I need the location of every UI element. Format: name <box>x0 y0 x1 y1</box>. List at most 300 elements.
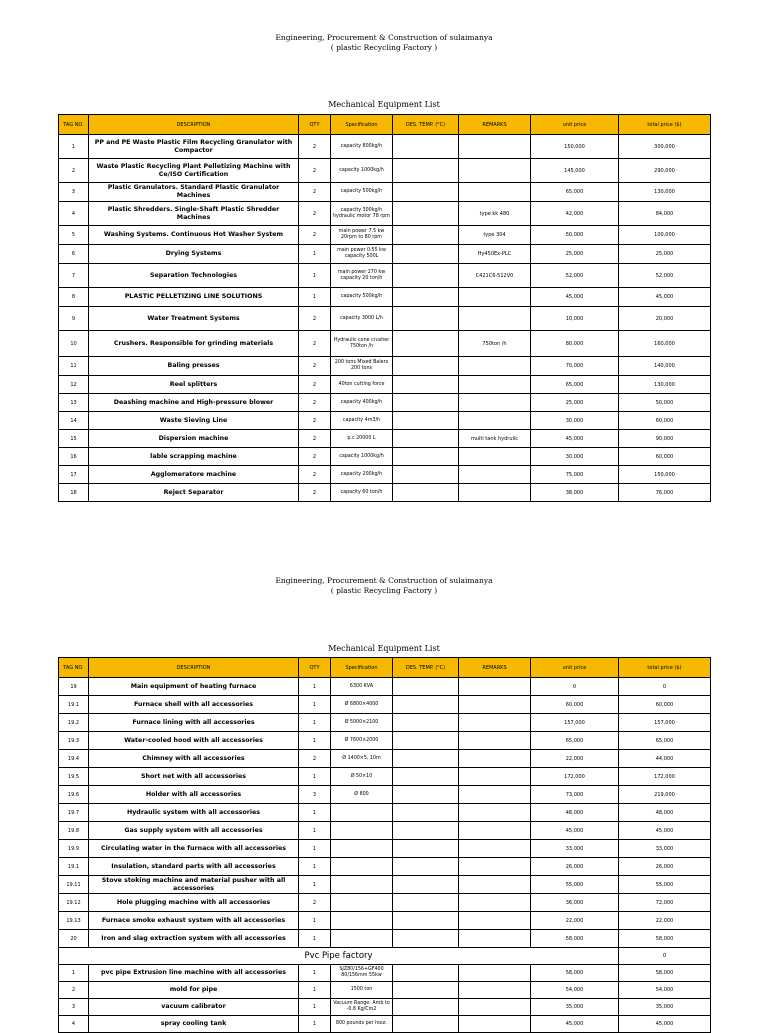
total-price-cell: 45,000 <box>619 822 711 840</box>
temp-cell <box>393 840 459 858</box>
remarks-cell <box>459 876 531 894</box>
specification-cell: capacity 4m3/h <box>331 412 393 430</box>
qty-cell: 1 <box>299 768 331 786</box>
description-cell: Reel splitters <box>89 376 299 394</box>
qty-cell: 1 <box>299 245 331 264</box>
total-price-cell: 50,000 <box>619 394 711 412</box>
description-cell: Short net with all accessories <box>89 768 299 786</box>
tag-cell: 2 <box>59 982 89 999</box>
specification-cell: main power 7.5 kw 20rpm to 80 rpm <box>331 226 393 245</box>
total-price-cell: 45,000 <box>619 1016 711 1033</box>
unit-price-cell: 145,000 <box>531 159 619 183</box>
temp-cell <box>393 750 459 768</box>
description-cell: Plastic Shredders. Single-Shaft Plastic Shredder Machines <box>89 202 299 226</box>
temp-cell <box>393 696 459 714</box>
qty-cell: 1 <box>299 696 331 714</box>
remarks-cell: Hy450Ex-PLC <box>459 245 531 264</box>
table-header-row <box>59 115 711 135</box>
specification-cell: p.c 20000 L <box>331 430 393 448</box>
remarks-cell <box>459 930 531 948</box>
unit-price-cell: 25,000 <box>531 394 619 412</box>
table-row <box>59 894 711 912</box>
temp-cell <box>393 288 459 307</box>
temp-cell <box>393 732 459 750</box>
doc-header-2 <box>0 576 768 596</box>
table-row <box>59 159 711 183</box>
table-row <box>59 202 711 226</box>
column-header: DESCRIPTION <box>89 658 299 678</box>
temp-cell <box>393 226 459 245</box>
remarks-cell <box>459 732 531 750</box>
temp-cell <box>393 786 459 804</box>
description-cell: Reject Separator <box>89 484 299 502</box>
total-price-cell: 55,000 <box>619 876 711 894</box>
unit-price-cell: 45,000 <box>531 430 619 448</box>
tag-cell: 19.1 <box>59 858 89 876</box>
table-row <box>59 183 711 202</box>
tag-cell: 19.12 <box>59 894 89 912</box>
temp-cell <box>393 484 459 502</box>
specification-cell: 200 tons Mixed Balers 200 tons <box>331 357 393 376</box>
total-price-cell: 33,000 <box>619 840 711 858</box>
unit-price-cell: 80,000 <box>531 331 619 357</box>
table-row <box>59 1016 711 1033</box>
tag-cell: 16 <box>59 448 89 466</box>
remarks-cell: type kk 480 <box>459 202 531 226</box>
remarks-cell <box>459 965 531 982</box>
remarks-cell <box>459 448 531 466</box>
tag-cell: 19.7 <box>59 804 89 822</box>
remarks-cell <box>459 858 531 876</box>
equipment-table-1 <box>58 114 711 502</box>
table-row <box>59 226 711 245</box>
table-row <box>59 376 711 394</box>
table-header-row <box>59 658 711 678</box>
column-header: Specification <box>331 658 393 678</box>
qty-cell: 1 <box>299 288 331 307</box>
qty-cell: 1 <box>299 822 331 840</box>
tag-cell: 19 <box>59 678 89 696</box>
qty-cell: 1 <box>299 982 331 999</box>
temp-cell <box>393 202 459 226</box>
qty-cell: 1 <box>299 876 331 894</box>
qty-cell: 2 <box>299 202 331 226</box>
remarks-cell <box>459 912 531 930</box>
unit-price-cell: 45,000 <box>531 822 619 840</box>
tag-cell: 20 <box>59 930 89 948</box>
total-price-cell: 20,000 <box>619 307 711 331</box>
unit-price-cell: 75,000 <box>531 466 619 484</box>
description-cell: Dispersion machine <box>89 430 299 448</box>
temp-cell <box>393 331 459 357</box>
qty-cell: 2 <box>299 750 331 768</box>
qty-cell: 2 <box>299 430 331 448</box>
table-row <box>59 965 711 982</box>
qty-cell: 3 <box>299 786 331 804</box>
description-cell: Chimney with all accessories <box>89 750 299 768</box>
description-cell: Furnace lining with all accessories <box>89 714 299 732</box>
remarks-cell <box>459 750 531 768</box>
description-cell: Waste Plastic Recycling Plant Pelletizing Machine with Ce/ISO Certification <box>89 159 299 183</box>
unit-price-cell: 58,000 <box>531 965 619 982</box>
unit-price-cell: 150,000 <box>531 135 619 159</box>
tag-cell: 11 <box>59 357 89 376</box>
table-row <box>59 714 711 732</box>
specification-cell: Vacuum Range: Amb to -0.8 Kg/Cm2 <box>331 999 393 1016</box>
unit-price-cell: 30,000 <box>531 412 619 430</box>
column-header: unit price <box>531 115 619 135</box>
total-price-cell: 60,000 <box>619 696 711 714</box>
temp-cell <box>393 466 459 484</box>
table-row <box>59 331 711 357</box>
specification-cell: Ø 800 <box>331 786 393 804</box>
unit-price-cell: 10,000 <box>531 307 619 331</box>
temp-cell <box>393 982 459 999</box>
total-price-cell: 140,000 <box>619 357 711 376</box>
description-cell: PP and PE Waste Plastic Film Recycling Granulator with Compactor <box>89 135 299 159</box>
remarks-cell <box>459 894 531 912</box>
remarks-cell <box>459 466 531 484</box>
qty-cell: 2 <box>299 159 331 183</box>
temp-cell <box>393 357 459 376</box>
tag-cell: 10 <box>59 331 89 357</box>
tag-cell: 7 <box>59 264 89 288</box>
total-price-cell: 172,000 <box>619 768 711 786</box>
table-row <box>59 768 711 786</box>
tag-cell: 5 <box>59 226 89 245</box>
qty-cell: 1 <box>299 804 331 822</box>
qty-cell: 2 <box>299 357 331 376</box>
total-price-cell: 60,000 <box>619 412 711 430</box>
description-cell: Water-cooled hood with all accessories <box>89 732 299 750</box>
total-price-cell: 72,000 <box>619 894 711 912</box>
column-header: DESCRIPTION <box>89 115 299 135</box>
description-cell: Stove stoking machine and material pusher with all accessories <box>89 876 299 894</box>
tag-cell: 12 <box>59 376 89 394</box>
table-row <box>59 999 711 1016</box>
description-cell: Circulating water in the furnace with all accessories <box>89 840 299 858</box>
tag-cell: 19.13 <box>59 912 89 930</box>
description-cell: Gas supply system with all accessories <box>89 822 299 840</box>
qty-cell: 1 <box>299 1016 331 1033</box>
table-row <box>59 696 711 714</box>
qty-cell: 1 <box>299 999 331 1016</box>
total-price-cell: 130,000 <box>619 376 711 394</box>
specification-cell: main power 270 kw capacity 20 ton/h <box>331 264 393 288</box>
table-row <box>59 858 711 876</box>
unit-price-cell: 30,000 <box>531 448 619 466</box>
qty-cell: 2 <box>299 331 331 357</box>
unit-price-cell: 26,000 <box>531 858 619 876</box>
description-cell: Plastic Granulators. Standard Plastic Granulator Machines <box>89 183 299 202</box>
list-title: Mechanical Equipment List <box>328 644 440 653</box>
unit-price-cell: 70,000 <box>531 357 619 376</box>
tag-cell: 15 <box>59 430 89 448</box>
remarks-cell <box>459 768 531 786</box>
qty-cell: 1 <box>299 264 331 288</box>
specification-cell: main power 0.55 kw capacity 500L <box>331 245 393 264</box>
temp-cell <box>393 894 459 912</box>
remarks-cell: C421C6-512V0 <box>459 264 531 288</box>
table-row <box>59 245 711 264</box>
remarks-cell <box>459 1016 531 1033</box>
table-row <box>59 288 711 307</box>
qty-cell: 1 <box>299 678 331 696</box>
total-price-cell: 22,000 <box>619 912 711 930</box>
total-price-cell: 219,000 <box>619 786 711 804</box>
tag-cell: 17 <box>59 466 89 484</box>
tag-cell: 3 <box>59 183 89 202</box>
tag-cell: 19.5 <box>59 768 89 786</box>
specification-cell: Ø 5000×2100 <box>331 714 393 732</box>
column-header: unit price <box>531 658 619 678</box>
tag-cell: 8 <box>59 288 89 307</box>
total-price-cell: 290,000 <box>619 159 711 183</box>
column-header: total price ($) <box>619 115 711 135</box>
temp-cell <box>393 804 459 822</box>
remarks-cell <box>459 696 531 714</box>
description-cell: Hole plugging machine with all accessories <box>89 894 299 912</box>
specification-cell <box>331 822 393 840</box>
unit-price-cell: 50,000 <box>531 226 619 245</box>
remarks-cell <box>459 822 531 840</box>
total-price-cell: 45,000 <box>619 288 711 307</box>
qty-cell: 2 <box>299 448 331 466</box>
qty-cell: 2 <box>299 226 331 245</box>
table-row <box>59 466 711 484</box>
qty-cell: 1 <box>299 858 331 876</box>
column-header: QTY <box>299 115 331 135</box>
unit-price-cell: 73,000 <box>531 786 619 804</box>
qty-cell: 1 <box>299 732 331 750</box>
unit-price-cell: 42,000 <box>531 202 619 226</box>
total-price-cell: 84,000 <box>619 202 711 226</box>
equipment-table-2 <box>58 657 711 1033</box>
temp-cell <box>393 183 459 202</box>
total-price-cell: 160,000 <box>619 331 711 357</box>
unit-price-cell: 60,000 <box>531 696 619 714</box>
project-title: Engineering, Procurement & Construction of sulaimanya <box>275 33 493 42</box>
temp-cell <box>393 912 459 930</box>
description-cell: Drying Systems <box>89 245 299 264</box>
temp-cell <box>393 412 459 430</box>
table-row <box>59 484 711 502</box>
unit-price-cell: 48,000 <box>531 804 619 822</box>
description-cell: Main equipment of heating furnace <box>89 678 299 696</box>
qty-cell: 2 <box>299 307 331 331</box>
qty-cell: 2 <box>299 894 331 912</box>
specification-cell: 800 pounds per hour. <box>331 1016 393 1033</box>
temp-cell <box>393 714 459 732</box>
table-row <box>59 804 711 822</box>
tag-cell: 4 <box>59 202 89 226</box>
qty-cell: 1 <box>299 930 331 948</box>
total-price-cell: 58,000 <box>619 965 711 982</box>
specification-cell: capacity 500kg/h <box>331 183 393 202</box>
column-header: REMARKS <box>459 115 531 135</box>
description-cell: Insulation, standard parts with all accessories <box>89 858 299 876</box>
total-price-cell: 0 <box>619 678 711 696</box>
temp-cell <box>393 264 459 288</box>
remarks-cell <box>459 840 531 858</box>
qty-cell: 2 <box>299 412 331 430</box>
specification-cell <box>331 876 393 894</box>
temp-cell <box>393 1016 459 1033</box>
description-cell: Hydraulic system with all accessories <box>89 804 299 822</box>
remarks-cell <box>459 804 531 822</box>
temp-cell <box>393 394 459 412</box>
remarks-cell: multi tank hydrulic <box>459 430 531 448</box>
unit-price-cell: 22,000 <box>531 750 619 768</box>
table-row <box>59 750 711 768</box>
total-price-cell: 25,000 <box>619 245 711 264</box>
total-price-cell: 44,000 <box>619 750 711 768</box>
table-row <box>59 307 711 331</box>
unit-price-cell: 172,000 <box>531 768 619 786</box>
project-subtitle: ( plastic Recycling Factory ) <box>330 586 438 595</box>
tag-cell: 3 <box>59 999 89 1016</box>
unit-price-cell: 58,000 <box>531 930 619 948</box>
table-row <box>59 786 711 804</box>
description-cell: Waste Sieving Line <box>89 412 299 430</box>
description-cell: Agglomeratore machine <box>89 466 299 484</box>
table-row <box>59 412 711 430</box>
remarks-cell <box>459 484 531 502</box>
unit-price-cell: 55,000 <box>531 876 619 894</box>
tag-cell: 19.2 <box>59 714 89 732</box>
specification-cell: capacity 800kg/h <box>331 135 393 159</box>
total-price-cell: 54,000 <box>619 982 711 999</box>
description-cell: Crushers. Responsible for grinding materials <box>89 331 299 357</box>
tag-cell: 19.11 <box>59 876 89 894</box>
temp-cell <box>393 307 459 331</box>
column-header: DES. TEMP. (°C) <box>393 658 459 678</box>
total-price-cell: 76,000 <box>619 484 711 502</box>
description-cell: lable scrapping machine <box>89 448 299 466</box>
tag-cell: 13 <box>59 394 89 412</box>
description-cell: vacuum calibrator <box>89 999 299 1016</box>
unit-price-cell: 22,000 <box>531 912 619 930</box>
table-row <box>59 448 711 466</box>
project-subtitle: ( plastic Recycling Factory ) <box>330 43 438 52</box>
remarks-cell <box>459 412 531 430</box>
total-price-cell: 130,000 <box>619 183 711 202</box>
qty-cell: 2 <box>299 394 331 412</box>
table-row <box>59 732 711 750</box>
tag-cell: 19.8 <box>59 822 89 840</box>
total-price-cell: 157,000 <box>619 714 711 732</box>
remarks-cell <box>459 999 531 1016</box>
specification-cell: capacity 500kg/h <box>331 288 393 307</box>
remarks-cell <box>459 159 531 183</box>
temp-cell <box>393 678 459 696</box>
remarks-cell <box>459 357 531 376</box>
description-cell: Separation Technologies <box>89 264 299 288</box>
specification-cell: Ø 1400×5, 10m <box>331 750 393 768</box>
specification-cell: Ø 50×10 <box>331 768 393 786</box>
qty-cell: 2 <box>299 376 331 394</box>
temp-cell <box>393 245 459 264</box>
temp-cell <box>393 876 459 894</box>
remarks-cell <box>459 786 531 804</box>
temp-cell <box>393 448 459 466</box>
specification-cell: capacity 3000 L/h <box>331 307 393 331</box>
temp-cell <box>393 430 459 448</box>
doc-header-1 <box>0 33 768 53</box>
tag-cell: 19.6 <box>59 786 89 804</box>
temp-cell <box>393 930 459 948</box>
description-cell: Deashing machine and High-pressure blower <box>89 394 299 412</box>
section-total-cell: 0 <box>619 948 711 965</box>
tag-cell: 4 <box>59 1016 89 1033</box>
unit-price-cell: 65,000 <box>531 183 619 202</box>
unit-price-cell: 0 <box>531 678 619 696</box>
temp-cell <box>393 999 459 1016</box>
description-cell: Water Treatment Systems <box>89 307 299 331</box>
description-cell: pvc pipe Extrusion line machine with all accessories <box>89 965 299 982</box>
specification-cell <box>331 858 393 876</box>
column-header: Specification <box>331 115 393 135</box>
tag-cell: 19.1 <box>59 696 89 714</box>
description-cell: Iron and slag extraction system with all accessories <box>89 930 299 948</box>
specification-cell <box>331 804 393 822</box>
description-cell: Baling presses <box>89 357 299 376</box>
specification-cell: capacity 1000kg/h <box>331 159 393 183</box>
unit-price-cell: 45,000 <box>531 288 619 307</box>
qty-cell: 1 <box>299 714 331 732</box>
table-row <box>59 394 711 412</box>
unit-price-cell: 36,000 <box>531 894 619 912</box>
description-cell: PLASTIC PELLETIZING LINE SOLUTIONS <box>89 288 299 307</box>
specification-cell <box>331 930 393 948</box>
qty-cell: 2 <box>299 135 331 159</box>
specification-cell: 1500 ton <box>331 982 393 999</box>
qty-cell: 2 <box>299 466 331 484</box>
total-price-cell: 300,000 <box>619 135 711 159</box>
remarks-cell <box>459 183 531 202</box>
specification-cell: Hydraulic cone crusher 750ton /h <box>331 331 393 357</box>
remarks-cell <box>459 714 531 732</box>
remarks-cell <box>459 982 531 999</box>
specification-cell: capacity 300kg/h hydraulic motor 78 rpm <box>331 202 393 226</box>
column-header: TAG NO. <box>59 658 89 678</box>
column-header: REMARKS <box>459 658 531 678</box>
unit-price-cell: 33,000 <box>531 840 619 858</box>
temp-cell <box>393 965 459 982</box>
table-row <box>59 264 711 288</box>
total-price-cell: 150,000 <box>619 466 711 484</box>
section-row <box>59 948 711 965</box>
tag-cell: 1 <box>59 965 89 982</box>
specification-cell <box>331 894 393 912</box>
total-price-cell: 60,000 <box>619 448 711 466</box>
tag-cell: 19.9 <box>59 840 89 858</box>
list-title: Mechanical Equipment List <box>328 100 440 109</box>
total-price-cell: 48,000 <box>619 804 711 822</box>
column-header: TAG NO. <box>59 115 89 135</box>
total-price-cell: 90,000 <box>619 430 711 448</box>
remarks-cell: type 304 <box>459 226 531 245</box>
qty-cell: 1 <box>299 840 331 858</box>
specification-cell: Ø 7600×2000 <box>331 732 393 750</box>
temp-cell <box>393 159 459 183</box>
remarks-cell <box>459 307 531 331</box>
description-cell: spray cooling tank <box>89 1016 299 1033</box>
column-header: QTY <box>299 658 331 678</box>
tag-cell: 19.3 <box>59 732 89 750</box>
unit-price-cell: 65,000 <box>531 732 619 750</box>
qty-cell: 2 <box>299 183 331 202</box>
